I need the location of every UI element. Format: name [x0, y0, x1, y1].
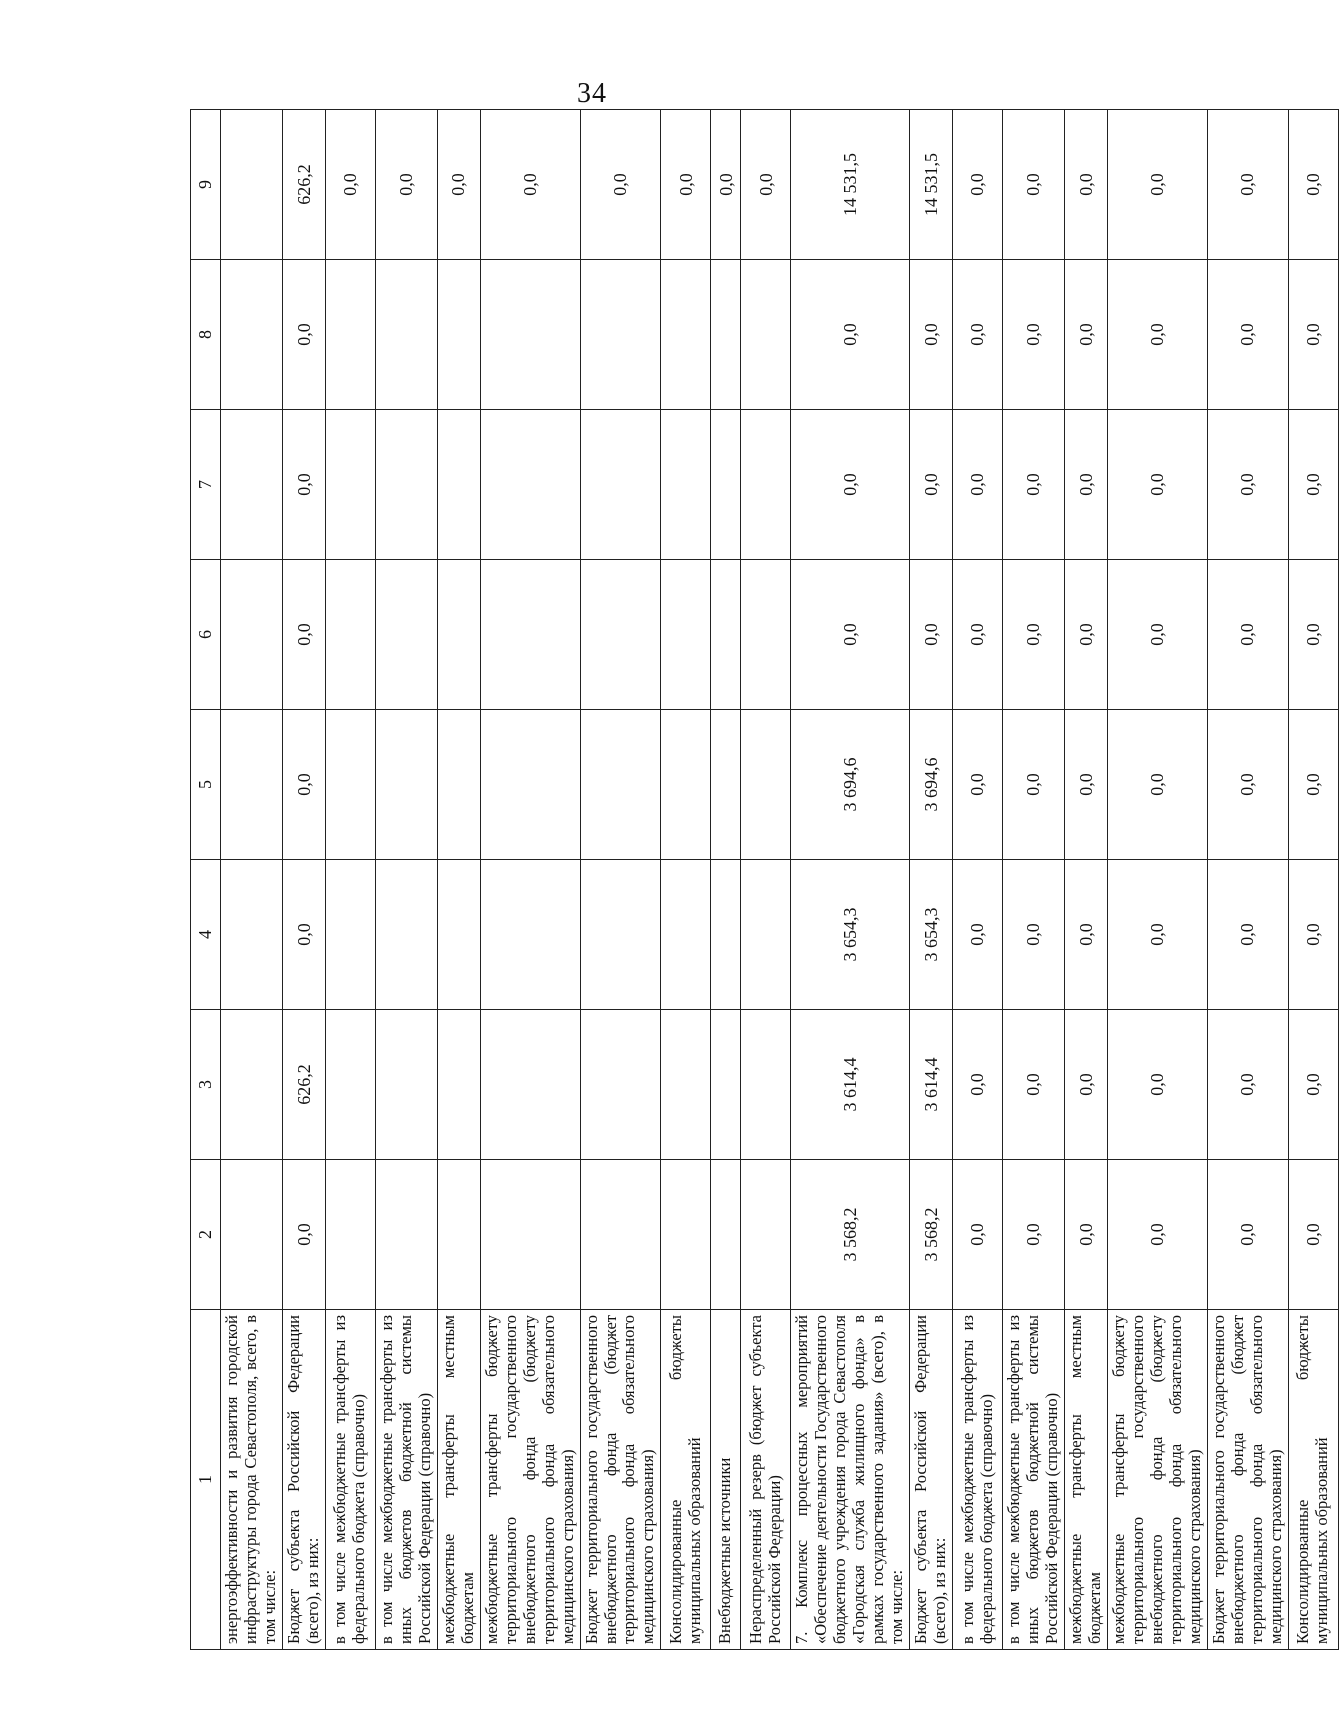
value-cell	[580, 1010, 661, 1160]
value-cell: 0,0	[953, 110, 1003, 260]
table-row	[1003, 110, 1065, 1650]
value-cell: 0,0	[1108, 260, 1208, 410]
value-cell: 0,0	[1003, 1160, 1065, 1310]
value-cell: 0,0	[711, 110, 741, 260]
value-cell	[325, 1160, 375, 1310]
value-cell: 0,0	[1207, 860, 1288, 1010]
value-cell	[711, 710, 741, 860]
value-cell: 14 531,5	[791, 110, 910, 260]
value-cell: 0,0	[953, 1010, 1003, 1160]
value-cell	[661, 560, 711, 710]
value-cell: 0,0	[282, 1160, 325, 1310]
value-cell: 0,0	[1065, 1010, 1108, 1160]
table-row	[325, 110, 375, 1650]
value-cell	[711, 560, 741, 710]
table-row	[953, 110, 1003, 1650]
value-cell: 3 694,6	[910, 710, 953, 860]
value-cell: 0,0	[1288, 710, 1338, 860]
value-cell: 0,0	[282, 410, 325, 560]
table-row	[437, 110, 480, 1650]
value-cell: 0,0	[1288, 1160, 1338, 1310]
table-row	[711, 110, 741, 1650]
value-cell	[437, 1160, 480, 1310]
value-cell: 0,0	[910, 560, 953, 710]
value-cell: 0,0	[1003, 860, 1065, 1010]
value-cell	[741, 860, 791, 1010]
value-cell: 0,0	[1288, 110, 1338, 260]
value-cell	[221, 1160, 283, 1310]
row-label: Бюджет субъекта Российской Федерации (всего), из них:	[282, 1310, 325, 1650]
value-cell: 0,0	[1108, 110, 1208, 260]
row-label: межбюджетные трансферты бюджету территориального государственного внебюджетного фонда (бюджету территориального фонда обязательного медицинского страхования)	[480, 1310, 580, 1650]
value-cell	[325, 710, 375, 860]
value-cell	[580, 410, 661, 560]
value-cell: 0,0	[1003, 260, 1065, 410]
value-cell: 0,0	[1207, 710, 1288, 860]
value-cell: 0,0	[1065, 110, 1108, 260]
column-header: 6	[191, 560, 221, 710]
value-cell	[661, 410, 711, 560]
value-cell: 0,0	[1288, 860, 1338, 1010]
column-header: 5	[191, 710, 221, 860]
column-header: 3	[191, 1010, 221, 1160]
value-cell	[661, 1160, 711, 1310]
value-cell	[741, 1160, 791, 1310]
value-cell	[741, 560, 791, 710]
value-cell	[375, 1160, 437, 1310]
table-row	[910, 110, 953, 1650]
value-cell: 3 654,3	[910, 860, 953, 1010]
value-cell	[325, 260, 375, 410]
value-cell	[711, 1160, 741, 1310]
value-cell	[580, 560, 661, 710]
value-cell	[661, 1010, 711, 1160]
value-cell	[711, 410, 741, 560]
value-cell	[580, 710, 661, 860]
value-cell: 3 614,4	[910, 1010, 953, 1160]
value-cell	[375, 710, 437, 860]
value-cell: 0,0	[1003, 710, 1065, 860]
value-cell: 0,0	[1288, 410, 1338, 560]
value-cell	[480, 1160, 580, 1310]
row-label: Консолидированные бюджеты муниципальных образований	[1288, 1310, 1338, 1650]
row-label: 7. Комплекс процессных мероприятий «Обеспечение деятельности Государственного бюджетного учреждения города Севастополя «Городская служба жилищного фонда» в рамках государственного задания» (всего), в том числе:	[791, 1310, 910, 1650]
value-cell: 0,0	[1207, 110, 1288, 260]
value-cell	[741, 1010, 791, 1160]
value-cell: 0,0	[282, 260, 325, 410]
table-row	[580, 110, 661, 1650]
row-label: Бюджет территориального государственного внебюджетного фонда (бюджет территориального фонда обязательного медицинского страхования)	[580, 1310, 661, 1650]
value-cell	[437, 260, 480, 410]
value-cell	[221, 1010, 283, 1160]
value-cell: 0,0	[480, 110, 580, 260]
rotated-table-frame	[190, 110, 1332, 1650]
value-cell: 0,0	[282, 710, 325, 860]
value-cell	[480, 260, 580, 410]
value-cell	[375, 260, 437, 410]
value-cell	[375, 1010, 437, 1160]
value-cell	[325, 560, 375, 710]
value-cell: 0,0	[1065, 410, 1108, 560]
value-cell	[325, 410, 375, 560]
value-cell: 0,0	[1288, 560, 1338, 710]
value-cell: 0,0	[1003, 1010, 1065, 1160]
value-cell	[711, 260, 741, 410]
value-cell	[480, 1010, 580, 1160]
table-row	[221, 110, 283, 1650]
row-label: Бюджет территориального государственного внебюджетного фонда (бюджет территориального фонда обязательного медицинского страхования)	[1207, 1310, 1288, 1650]
value-cell: 0,0	[1003, 560, 1065, 710]
value-cell: 0,0	[953, 560, 1003, 710]
value-cell: 0,0	[1108, 710, 1208, 860]
value-cell: 0,0	[1207, 410, 1288, 560]
value-cell: 0,0	[375, 110, 437, 260]
row-label: в том числе межбюджетные трансферты из иных бюджетов бюджетной системы Российской Федерации (справочно)	[1003, 1310, 1065, 1650]
value-cell: 0,0	[1003, 410, 1065, 560]
value-cell: 0,0	[1207, 560, 1288, 710]
value-cell: 0,0	[741, 110, 791, 260]
value-cell	[480, 560, 580, 710]
table-row	[661, 110, 711, 1650]
value-cell	[741, 260, 791, 410]
row-label: Внебюджетные источники	[711, 1310, 741, 1650]
value-cell	[711, 860, 741, 1010]
table-row	[1288, 110, 1338, 1650]
value-cell: 0,0	[1065, 560, 1108, 710]
value-cell: 0,0	[1108, 860, 1208, 1010]
row-label: в том числе межбюджетные трансферты из федерального бюджета (справочно)	[325, 1310, 375, 1650]
value-cell: 0,0	[1065, 1160, 1108, 1310]
value-cell: 0,0	[1207, 1160, 1288, 1310]
header-row	[191, 110, 221, 1650]
value-cell: 0,0	[282, 560, 325, 710]
value-cell	[580, 860, 661, 1010]
value-cell	[661, 860, 711, 1010]
value-cell: 0,0	[910, 260, 953, 410]
table-row	[1207, 110, 1288, 1650]
column-header: 4	[191, 860, 221, 1010]
column-header: 7	[191, 410, 221, 560]
table-row	[480, 110, 580, 1650]
value-cell: 0,0	[1288, 1010, 1338, 1160]
row-label: в том числе межбюджетные трансферты из федерального бюджета (справочно)	[953, 1310, 1003, 1650]
value-cell	[221, 410, 283, 560]
value-cell: 0,0	[282, 860, 325, 1010]
value-cell: 0,0	[953, 710, 1003, 860]
value-cell	[375, 860, 437, 1010]
value-cell	[437, 560, 480, 710]
value-cell: 0,0	[791, 410, 910, 560]
value-cell: 0,0	[1207, 1010, 1288, 1160]
column-header: 9	[191, 110, 221, 260]
row-label: в том числе межбюджетные трансферты из иных бюджетов бюджетной системы Российской Федерации (справочно)	[375, 1310, 437, 1650]
value-cell: 0,0	[791, 260, 910, 410]
value-cell	[580, 260, 661, 410]
value-cell	[221, 710, 283, 860]
value-cell	[661, 260, 711, 410]
table-container	[190, 110, 1332, 1650]
value-cell: 0,0	[953, 410, 1003, 560]
value-cell	[480, 860, 580, 1010]
column-header: 8	[191, 260, 221, 410]
value-cell	[325, 1010, 375, 1160]
value-cell: 0,0	[1288, 260, 1338, 410]
value-cell: 0,0	[325, 110, 375, 260]
value-cell	[375, 560, 437, 710]
value-cell: 0,0	[1003, 110, 1065, 260]
value-cell: 0,0	[1065, 860, 1108, 1010]
value-cell: 0,0	[1108, 410, 1208, 560]
value-cell: 0,0	[953, 1160, 1003, 1310]
value-cell	[375, 410, 437, 560]
value-cell	[221, 110, 283, 260]
column-header: 1	[191, 1310, 221, 1650]
table-row	[1065, 110, 1108, 1650]
row-label: межбюджетные трансферты местным бюджетам	[1065, 1310, 1108, 1650]
value-cell: 0,0	[661, 110, 711, 260]
value-cell: 3 614,4	[791, 1010, 910, 1160]
value-cell: 3 568,2	[910, 1160, 953, 1310]
value-cell: 0,0	[1108, 1010, 1208, 1160]
value-cell: 0,0	[791, 560, 910, 710]
value-cell: 0,0	[953, 860, 1003, 1010]
page-number: 34	[577, 78, 607, 109]
value-cell	[480, 710, 580, 860]
value-cell	[437, 860, 480, 1010]
value-cell	[437, 710, 480, 860]
value-cell: 0,0	[437, 110, 480, 260]
table-row	[1108, 110, 1208, 1650]
table-body	[221, 110, 1339, 1650]
value-cell: 0,0	[1108, 560, 1208, 710]
value-cell	[221, 860, 283, 1010]
row-label: Бюджет субъекта Российской Федерации (всего), из них:	[910, 1310, 953, 1650]
value-cell: 3 654,3	[791, 860, 910, 1010]
value-cell: 3 694,6	[791, 710, 910, 860]
value-cell	[325, 860, 375, 1010]
value-cell: 626,2	[282, 110, 325, 260]
value-cell: 0,0	[1065, 710, 1108, 860]
row-label: межбюджетные трансферты местным бюджетам	[437, 1310, 480, 1650]
value-cell: 0,0	[1108, 1160, 1208, 1310]
budget-table	[190, 109, 1339, 1650]
column-header: 2	[191, 1160, 221, 1310]
row-label: Нераспределенный резерв (бюджет субъекта Российской Федерации)	[741, 1310, 791, 1650]
table-row	[741, 110, 791, 1650]
value-cell: 626,2	[282, 1010, 325, 1160]
value-cell	[580, 1160, 661, 1310]
table-row	[282, 110, 325, 1650]
value-cell	[437, 410, 480, 560]
value-cell	[741, 410, 791, 560]
table-row	[791, 110, 910, 1650]
value-cell	[741, 710, 791, 860]
row-label: Консолидированные бюджеты муниципальных образований	[661, 1310, 711, 1650]
value-cell: 0,0	[1065, 260, 1108, 410]
value-cell	[480, 410, 580, 560]
value-cell	[221, 260, 283, 410]
row-label: энергоэффективности и развития городской инфраструктуры города Севастополя, всего, в том числе:	[221, 1310, 283, 1650]
row-label: межбюджетные трансферты бюджету территориального государственного внебюджетного фонда (бюджету территориального фонда обязательного медицинского страхования)	[1108, 1310, 1208, 1650]
value-cell	[437, 1010, 480, 1160]
table-row	[375, 110, 437, 1650]
value-cell: 0,0	[910, 410, 953, 560]
value-cell: 3 568,2	[791, 1160, 910, 1310]
value-cell	[661, 710, 711, 860]
value-cell	[221, 560, 283, 710]
value-cell: 0,0	[953, 260, 1003, 410]
value-cell: 0,0	[1207, 260, 1288, 410]
value-cell	[711, 1010, 741, 1160]
value-cell: 0,0	[580, 110, 661, 260]
value-cell: 14 531,5	[910, 110, 953, 260]
